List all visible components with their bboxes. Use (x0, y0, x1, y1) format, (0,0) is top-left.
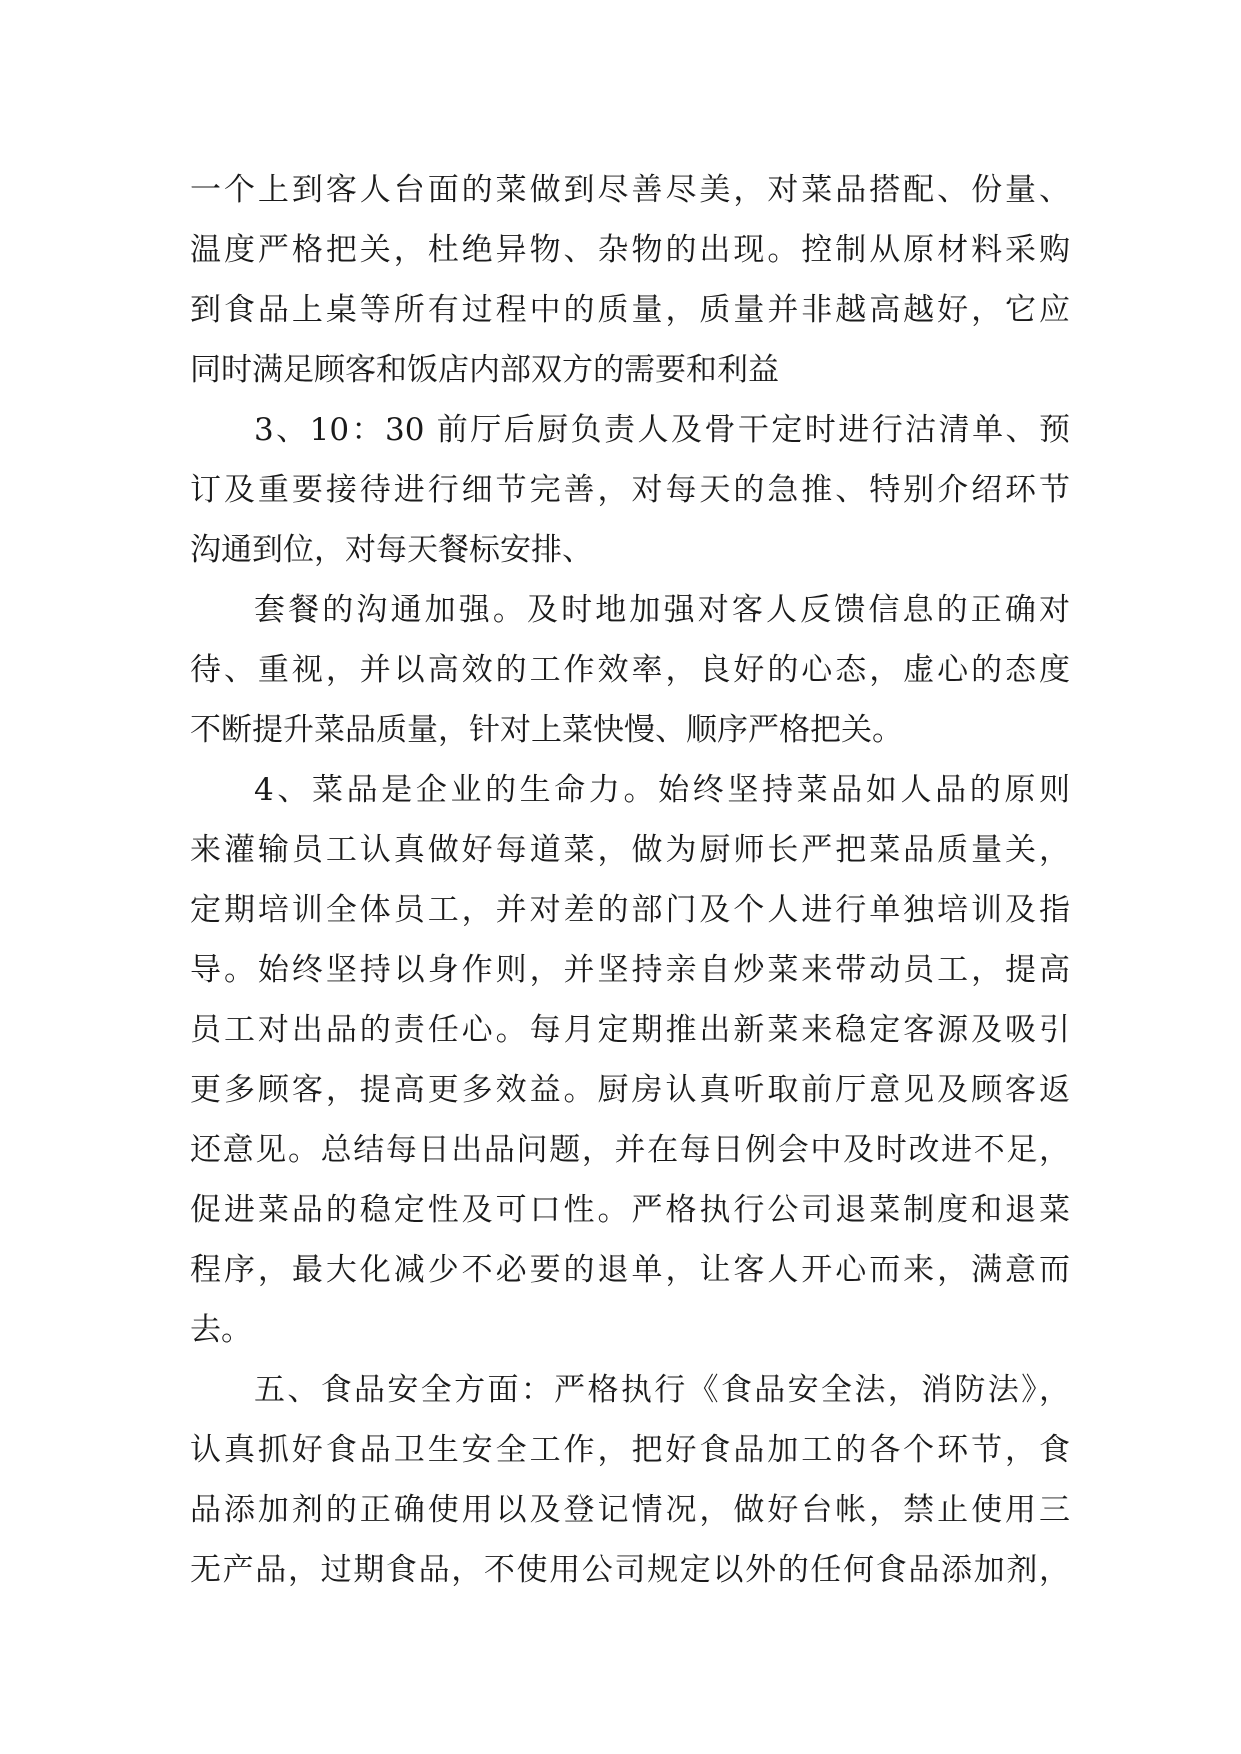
text-line: 程序，最大化减少不必要的退单，让客人开心而来，满意而 (190, 1252, 1070, 1288)
text-line: 促进菜品的稳定性及可口性。严格执行公司退菜制度和退菜 (190, 1192, 1070, 1228)
text-line: 品添加剂的正确使用以及登记情况，做好台帐，禁止使用三 (190, 1492, 1070, 1528)
text-line: 来灌输员工认真做好每道菜，做为厨师长严把菜品质量关， (190, 832, 1070, 868)
text-line: 不断提升菜品质量，针对上菜快慢、顺序严格把关。 (190, 712, 903, 748)
text-line: 更多顾客，提高更多效益。厨房认真听取前厅意见及顾客返 (190, 1072, 1070, 1108)
text-line: 一个上到客人台面的菜做到尽善尽美，对菜品搭配、份量、 (190, 172, 1070, 208)
text-line: 员工对出品的责任心。每月定期推出新菜来稳定客源及吸引 (190, 1012, 1070, 1048)
text-line: 还意见。总结每日出品问题，并在每日例会中及时改进不足， (190, 1132, 1070, 1168)
text-line: 待、重视，并以高效的工作效率，良好的心态，虚心的态度 (190, 652, 1070, 688)
text-line: 无产品，过期食品，不使用公司规定以外的任何食品添加剂， (190, 1552, 1070, 1588)
text-line: 温度严格把关，杜绝异物、杂物的出现。控制从原材料采购 (190, 232, 1070, 268)
text-line: 认真抓好食品卫生安全工作，把好食品加工的各个环节，食 (190, 1432, 1070, 1468)
text-line: 定期培训全体员工，并对差的部门及个人进行单独培训及指 (190, 892, 1070, 928)
text-line: 去。 (190, 1312, 252, 1348)
paragraph-3-start: 3、10：30 前厅后厨负责人及骨干定时进行沽清单、预 (254, 412, 1070, 448)
body-text (190, 160, 1070, 1600)
paragraph-start: 套餐的沟通加强。及时地加强对客人反馈信息的正确对 (254, 592, 1070, 628)
text-line: 同时满足顾客和饭店内部双方的需要和利益 (190, 352, 779, 388)
text-line: 导。始终坚持以身作则，并坚持亲自炒菜来带动员工，提高 (190, 952, 1070, 988)
text-line: 订及重要接待进行细节完善，对每天的急推、特别介绍环节 (190, 472, 1070, 508)
paragraph-4-start: 4、菜品是企业的生命力。始终坚持菜品如人品的原则 (254, 772, 1070, 808)
text-line: 沟通到位，对每天餐标安排、 (190, 532, 593, 568)
text-line: 到食品上桌等所有过程中的质量，质量并非越高越好，它应 (190, 292, 1070, 328)
section-5-heading: 五、食品安全方面：严格执行《食品安全法，消防法》， (254, 1372, 1070, 1408)
